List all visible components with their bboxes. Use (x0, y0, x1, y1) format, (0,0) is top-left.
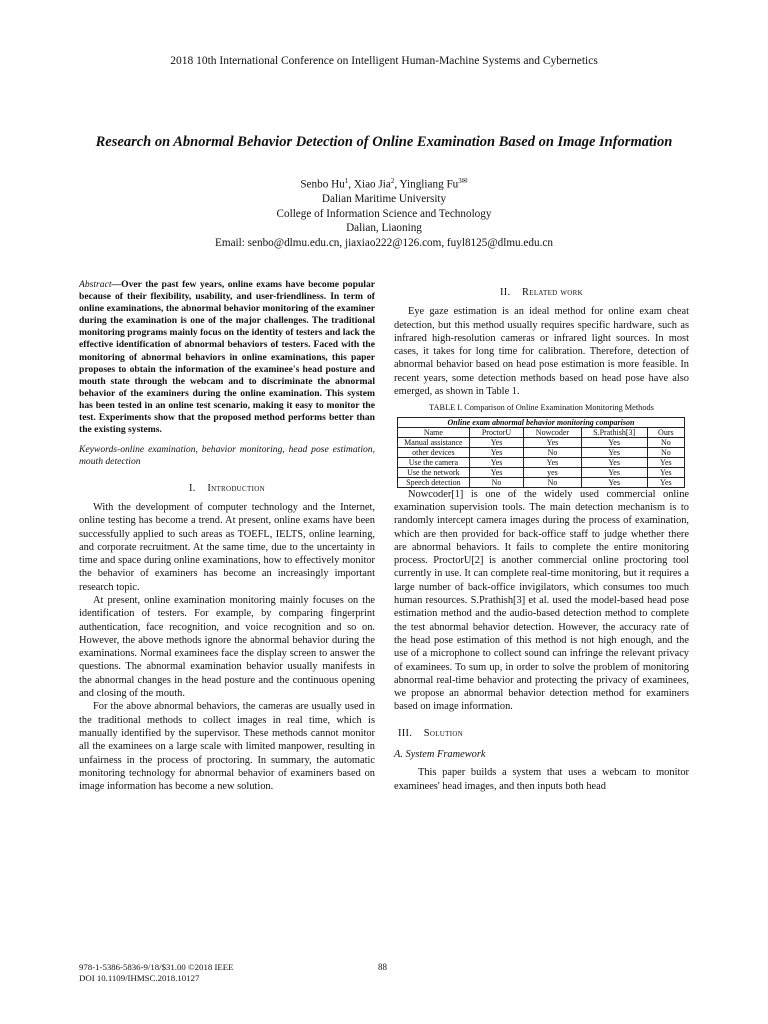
table-row (398, 437, 685, 447)
intro-paragraph-2: At present, online examination monitoring mainly focuses on the identification of testers. For example, by comparing fingerprint authentication, face recognition, and voice recognition and so on. However, the above methods ignore the abnormal behavior during the examinations. Normal examinees face the display screen to answer the questions. The abnormal examination behavior usually manifests in the abnormal changes in the head posture and the continuous opening and closing of the mouth. (79, 595, 375, 700)
table-header-cell: Nowcoder (524, 427, 581, 437)
footer-isbn: 978-1-5386-5836-9/18/$31.00 ©2018 IEEE (79, 962, 234, 972)
table-cell: Yes (581, 437, 647, 447)
table-cell: Speech detection (398, 477, 470, 487)
keywords: Keywords-online examination, behavior monitoring, head pose estimation, mouth detection (79, 444, 375, 468)
table-cell: Yes (469, 437, 524, 447)
table-cell: Yes (581, 477, 647, 487)
table-cell: Yes (647, 457, 684, 467)
related-paragraph-1: Eye gaze estimation is an ideal method for online exam cheat detection, but this method usually requires specific hardware, such as infrared high-resolution cameras or infrared light sources. In most cases, it takes for long time for calibration. Therefore, detection of abnormal behavior based on head pose estimation is more feasible. In recent years, some detection methods based on head pose have also emerged, as shown in Table 1. (394, 306, 689, 398)
author-university: Dalian Maritime University (321, 193, 447, 206)
table-cell: Use the network (398, 467, 470, 477)
table-cell: No (647, 447, 684, 457)
author-city: Dalian, Liaoning (346, 222, 422, 235)
table-row (398, 477, 685, 487)
table-header-cell: S.Prathish[3] (581, 427, 647, 437)
comparison-table (397, 417, 685, 488)
author-names: Senbo Hu$^1$, Xiao Jia$^2$, Yingliang $Fu^{3✉}$ (300, 177, 468, 191)
table-cell: Manual assistance (398, 437, 470, 447)
table-cell: Yes (469, 457, 524, 467)
table-cell: Yes (524, 457, 581, 467)
table-header-row (398, 427, 685, 437)
footer-doi: DOI 10.1109/IHMSC.2018.10127 (79, 973, 200, 983)
table-header-cell: Ours (647, 427, 684, 437)
paper-title: Research on Abnormal Behavior Detection of Online Examination Based on Image Information (95, 134, 673, 150)
section-heading-solution: III. Solution (398, 727, 464, 739)
table-cell: Yes (581, 467, 647, 477)
intro-paragraph-1: With the development of computer technology and the Internet, online testing has become a trend. At present, online exams have been successfully applied to such areas as TOEFL, IELTS, online learning, and corporate recruitment. At the same time, due to the uncertainty in time and space during online examinations, how to effectively monitor the behavior of examiners has become an increasingly important research topic. (79, 501, 375, 593)
table-cell: Yes (524, 437, 581, 447)
related-paragraph-2: Nowcoder[1] is one of the widely used commercial online examination supervision tools. The main detection mechanism is to randomly intercept camera images during the process of examination, which are then provided for back-office staff to judge whether there are abnormal behaviors. It fails to complete the entire monitoring process. ProctorU[2] is another commercial online proctoring tool currently in use. It can complete real-time monitoring, but it requires a large number of back-office invigilators, which consumes too much human resources. S.Prathish[3] et al. used the model-based head pose estimation method and the audio-based detection method to complete the test abnormal behavior detection. However, the accuracy rate of the head pose estimation of this method is not high enough, and the use of a microphone to collect sound can infringe the relevant privacy of examinees. To sum up, in order to solve the problem of monitoring abnormal real-time behavior and protecting the privacy of examinees, we propose an abnormal behavior detection method for examiners based on image information. (394, 488, 689, 713)
section-heading-introduction: I. Introduction (189, 482, 265, 494)
table-cell: Use the camera (398, 457, 470, 467)
footer-publication-info (79, 962, 234, 984)
table-cell: Yes (647, 467, 684, 477)
left-column (79, 279, 375, 793)
table-span-header: Online exam abnormal behavior monitoring comparison (398, 417, 685, 427)
table-row (398, 457, 685, 467)
table-cell: No (647, 437, 684, 447)
table-cell: No (524, 477, 581, 487)
author-email: Email: senbo@dlmu.edu.cn, jiaxiao222@126.com, fuyl8125@dlmu.edu.cn (215, 236, 553, 249)
abstract: Abstract—Over the past few years, online exams have become popular because of their flexibility, usability, and user-friendliness. In term of online examinations, the abnormal behavior monitoring of the examiner during the examination is one of the major challenges. The traditional monitoring programs mainly focus on the identity of testers and lack the effective identification of abnormal behaviors of testers. Faced with the monitoring of abnormal behaviors in online examinations, this paper proposes to obtain the information of the examinee's head posture and mouth state through the webcam and to discriminate the abnormal behavior of the examiners during the online examination. This system has been tested in an online test scenario, making it easy to monitor the test. Experiments show that the proposed method performs better than the existing systems. (79, 279, 375, 436)
table-cell: No (524, 447, 581, 457)
intro-paragraph-3: For the above abnormal behaviors, the cameras are usually used in the traditional methods to collect images in real time, which is manually identified by the supervisor. These methods cannot monitor all the examinees on a large scale with limited manpower, resulting in unfairness in the process of proctoring. In summary, the automatic monitoring technology for abnormal behavior of examiners based on image information has become a new solution. (79, 701, 375, 793)
solution-paragraph-1: This paper builds a system that uses a webcam to monitor examinees' head images, and then inputs both head (394, 767, 689, 792)
right-column (394, 286, 689, 793)
table-span-header-row (398, 417, 685, 427)
page-number: 88 (378, 962, 387, 972)
table-cell: other devices (398, 447, 470, 457)
conference-header: 2018 10th International Conference on Intelligent Human-Machine Systems and Cybernetics (170, 55, 598, 67)
author-college: College of Information Science and Technology (276, 207, 492, 220)
table-cell: Yes (581, 457, 647, 467)
envelope-icon: ✉ (461, 177, 468, 185)
table-cell: Yes (469, 467, 524, 477)
table-cell: Yes (469, 447, 524, 457)
section-heading-related-work: II. Related work (500, 287, 583, 298)
table-caption: TABLE I. Comparison of Online Examination Monitoring Methods (429, 403, 654, 413)
table-row (398, 447, 685, 457)
table-cell: Yes (581, 447, 647, 457)
table-row (398, 467, 685, 477)
table-header-cell: Name (398, 427, 470, 437)
table-cell: No (469, 477, 524, 487)
subsection-heading-system-framework: A. System Framework (394, 749, 486, 761)
table-header-cell: ProctorU (469, 427, 524, 437)
author-block (0, 177, 768, 251)
table-cell: yes (524, 467, 581, 477)
table-cell: Yes (647, 477, 684, 487)
